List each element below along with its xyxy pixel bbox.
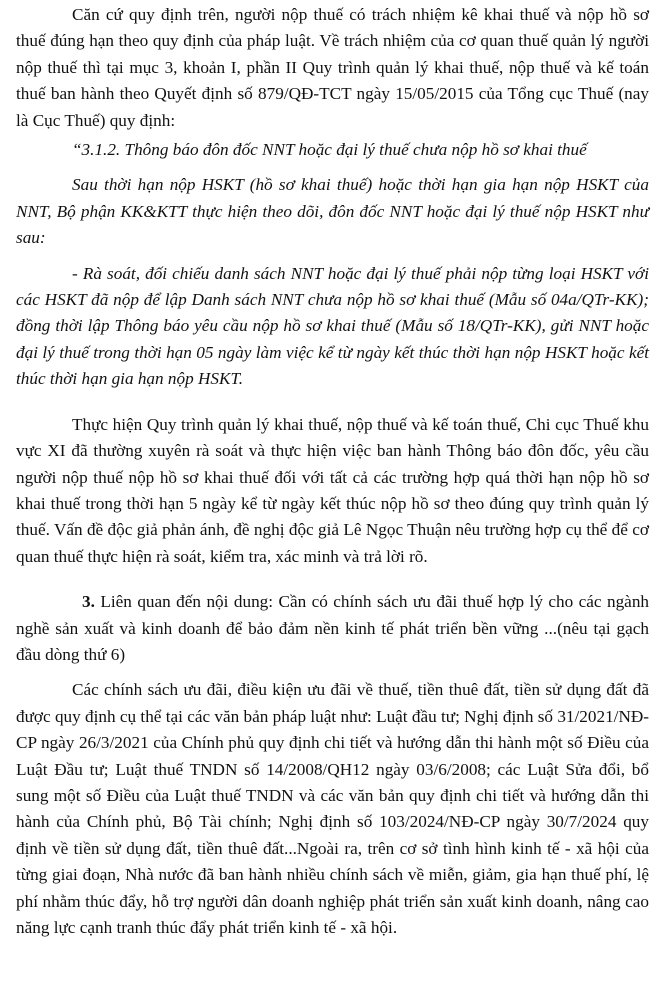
paragraph-incentive-policies: Các chính sách ưu đãi, điều kiện ưu đãi về thuế, tiền thuê đất, tiền sử dụng đất đã được quy định cụ thể tại các văn bản pháp luật như: Luật đầu tư; Nghị định số 31/2021/NĐ-CP ngày 26/3/2021 của Chính phủ quy định chi tiết và hướng dẫn thi hành một số Điều của Luật Đầu tư; Luật thuế TNDN số 14/2008/QH12 ngày 03/6/2008; các Luật Sửa đổi, bổ sung một số Điều của Luật thuế TNDN và các văn bản quy định chi tiết và hướng dẫn thi hành của Chính phủ, Bộ Tài chính; Nghị định số 103/2024/NĐ-CP ngày 30/7/2024 quy định về tiền sử dụng đất, tiền thuê đất...Ngoài ra, trên cơ sở tình hình kinh tế - xã hội của từng giai đoạn, Nhà nước đã ban hành nhiều chính sách về miễn, giảm, gia hạn thuế phí, lệ phí nhằm thúc đẩy, hỗ trợ người dân doanh nghiệp phát triển sản xuất kinh doanh, nâng cao năng lực cạnh tranh thúc đẩy phát triển kinh tế - xã hội. <box>16 680 649 937</box>
section-3-text: Liên quan đến nội dung: Cần có chính sách ưu đãi thuế hợp lý cho các ngành nghề sản xuất và kinh doanh để bảo đảm nền kinh tế phát triển bền vững ...(nêu tại gạch đầu dòng thứ 6) <box>16 592 650 664</box>
paragraph-legal-basis: Căn cứ quy định trên, người nộp thuế có trách nhiệm kê khai thuế và nộp hồ sơ thuế đúng hạn theo quy định của pháp luật. Về trách nhiệm của cơ quan thuế quản lý người nộp thuế thì tại mục 3, khoản I, phần II Quy trình quản lý khai thuế, nộp thuế và kế toán thuế ban hành theo Quyết định số 879/QĐ-TCT ngày 15/05/2015 của Tổng cục Thuế (nay là Cục Thuế) quy định: <box>16 5 649 130</box>
quote-paragraph-review: - Rà soát, đối chiếu danh sách NNT hoặc đại lý thuế phải nộp từng loại HSKT với các HSKT đã nộp để lập Danh sách NNT chưa nộp hồ sơ khai thuế (Mẫu số 04a/QTr-KK); đồng thời lập Thông báo yêu cầu nộp hồ sơ khai thuế (Mẫu số 18/QTr-KK), gửi NNT hoặc đại lý thuế trong thời hạn 05 ngày làm việc kể từ ngày kết thúc thời hạn nộp HSKT hoặc kết thúc thời hạn gia hạn nộp HSKT. <box>16 263 649 389</box>
paragraph-implementation: Thực hiện Quy trình quản lý khai thuế, nộp thuế và kế toán thuế, Chi cục Thuế khu vực XI đã thường xuyên rà soát và thực hiện việc ban hành Thông báo đôn đốc, yêu cầu người nộp thuế nộp hồ sơ khai thuế đối với tất cả các trường hợp quá thời hạn nộp hồ sơ khai thuế trong thời hạn 5 ngày kể từ ngày kết thúc nộp hồ sơ theo đúng quy trình quản lý thuế. Vấn đề độc giả phản ánh, đề nghị độc giả Lê Ngọc Thuận nêu trường hợp cụ thể để cơ quan thuế thực hiện rà soát, kiểm tra, xác minh và trả lời rõ. <box>16 414 649 566</box>
section-3-heading <box>16 589 649 668</box>
section-number: 3. <box>82 592 95 612</box>
quote-heading: “3.1.2. Thông báo đôn đốc NNT hoặc đại lý thuế chưa nộp hồ sơ khai thuế <box>72 140 587 160</box>
quote-paragraph-followup: Sau thời hạn nộp HSKT (hồ sơ khai thuế) hoặc thời hạn gia hạn nộp HSKT của NNT, Bộ phận KK&KTT thực hiện theo dõi, đôn đốc NNT hoặc đại lý thuế nộp HSKT như sau: <box>16 175 649 248</box>
